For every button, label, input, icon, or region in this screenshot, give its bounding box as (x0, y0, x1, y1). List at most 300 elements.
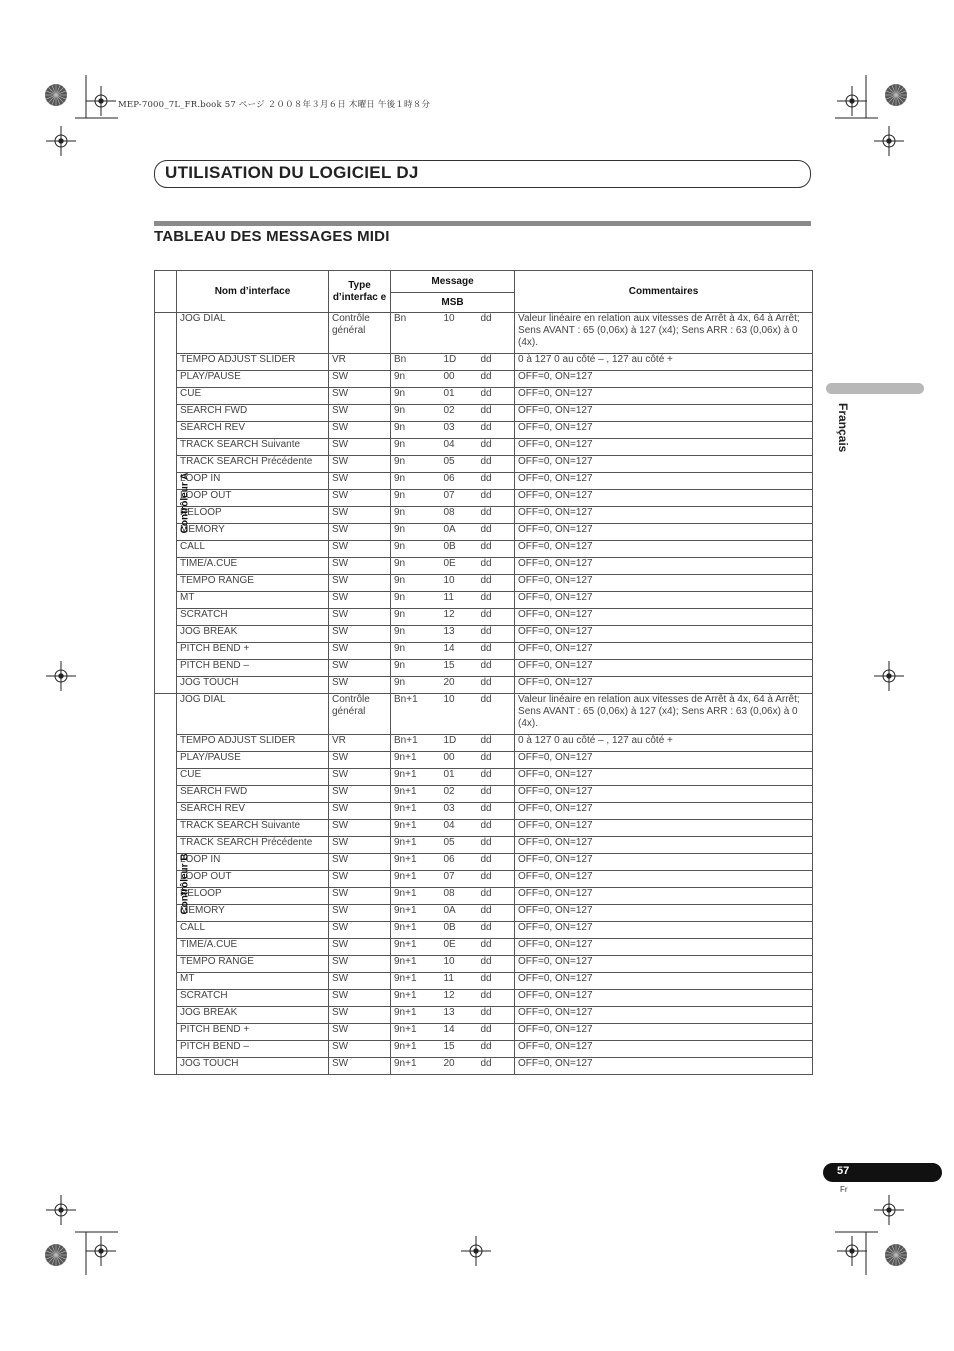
table-row (155, 609, 813, 626)
table-row (155, 490, 813, 507)
table-row (155, 507, 813, 524)
cell-name: CUE (177, 388, 329, 405)
cell-type: SW (329, 956, 391, 973)
cell-c3: dd (478, 388, 515, 405)
cell-c1: 9n+1 (391, 956, 441, 973)
table-row (155, 956, 813, 973)
cell-c2: 10 (441, 313, 478, 354)
table-row (155, 575, 813, 592)
cell-c2: 11 (441, 973, 478, 990)
cell-name: MEMORY (177, 524, 329, 541)
table-row (155, 473, 813, 490)
cell-comment: OFF=0, ON=127 (515, 1024, 813, 1041)
cell-c1: 9n+1 (391, 837, 441, 854)
table-row (155, 769, 813, 786)
table-row (155, 626, 813, 643)
cell-c2: 04 (441, 820, 478, 837)
cell-c3: dd (478, 405, 515, 422)
cell-comment: OFF=0, ON=127 (515, 558, 813, 575)
table-row (155, 854, 813, 871)
cell-type: SW (329, 752, 391, 769)
cell-c3: dd (478, 769, 515, 786)
cell-c2: 02 (441, 405, 478, 422)
language-tab (826, 383, 924, 394)
cell-type: SW (329, 456, 391, 473)
cell-c1: 9n (391, 371, 441, 388)
table-row (155, 752, 813, 769)
cell-c3: dd (478, 735, 515, 752)
cell-c3: dd (478, 905, 515, 922)
cell-type: SW (329, 558, 391, 575)
cell-comment: OFF=0, ON=127 (515, 575, 813, 592)
cell-name: JOG DIAL (177, 313, 329, 354)
cell-name: TRACK SEARCH Suivante (177, 439, 329, 456)
cell-comment: OFF=0, ON=127 (515, 507, 813, 524)
table-row (155, 1024, 813, 1041)
print-info-line: MEP-7000_7L_FR.book 57 ページ ２００８年３月６日 木曜日 午後１時８分 (118, 100, 431, 110)
language-label-container (822, 403, 862, 463)
cell-c1: 9n (391, 677, 441, 694)
radial-mark-icon (885, 84, 907, 106)
table-row (155, 1058, 813, 1075)
cell-c1: 9n (391, 541, 441, 558)
cell-c3: dd (478, 888, 515, 905)
header-name: Nom d’interface (177, 271, 329, 313)
table-row (155, 888, 813, 905)
table-row (155, 456, 813, 473)
cell-c3: dd (478, 422, 515, 439)
cell-type: SW (329, 507, 391, 524)
cell-type: Contrôle général (329, 694, 391, 735)
cell-comment: OFF=0, ON=127 (515, 592, 813, 609)
header-msb: MSB (391, 293, 515, 313)
cell-type: SW (329, 473, 391, 490)
cell-c2: 14 (441, 643, 478, 660)
cell-comment: OFF=0, ON=127 (515, 626, 813, 643)
cell-c3: dd (478, 786, 515, 803)
page-language-code: Fr (840, 1185, 848, 1194)
cell-name: SCRATCH (177, 609, 329, 626)
cell-c2: 08 (441, 507, 478, 524)
cell-type: SW (329, 922, 391, 939)
cell-comment: OFF=0, ON=127 (515, 524, 813, 541)
cell-c1: 9n (391, 575, 441, 592)
cell-c3: dd (478, 660, 515, 677)
cell-c3: dd (478, 956, 515, 973)
table-row (155, 422, 813, 439)
cell-type: SW (329, 490, 391, 507)
table-row (155, 973, 813, 990)
cell-name: JOG BREAK (177, 626, 329, 643)
header-type: Type d’interfac e (329, 271, 391, 313)
cell-comment: OFF=0, ON=127 (515, 871, 813, 888)
cell-type: SW (329, 1041, 391, 1058)
cell-c2: 01 (441, 388, 478, 405)
cell-name: MT (177, 592, 329, 609)
cell-type: SW (329, 371, 391, 388)
cell-c2: 20 (441, 1058, 478, 1075)
cell-type: VR (329, 354, 391, 371)
cell-c2: 20 (441, 677, 478, 694)
header-message: Message (391, 271, 515, 293)
cell-c2: 00 (441, 371, 478, 388)
cell-comment: 0 à 127 0 au côté – , 127 au côté + (515, 735, 813, 752)
cell-c3: dd (478, 837, 515, 854)
cell-name: RELOOP (177, 888, 329, 905)
cell-comment: OFF=0, ON=127 (515, 1058, 813, 1075)
cell-comment: OFF=0, ON=127 (515, 786, 813, 803)
cell-name: MT (177, 973, 329, 990)
cell-c2: 03 (441, 803, 478, 820)
cell-comment: OFF=0, ON=127 (515, 769, 813, 786)
cell-c3: dd (478, 507, 515, 524)
cell-c2: 10 (441, 694, 478, 735)
cell-type: SW (329, 888, 391, 905)
cell-comment: OFF=0, ON=127 (515, 422, 813, 439)
cell-type: SW (329, 677, 391, 694)
cell-c1: 9n (391, 592, 441, 609)
radial-mark-icon (45, 84, 67, 106)
cell-name: PLAY/PAUSE (177, 371, 329, 388)
midi-message-table (154, 270, 813, 1075)
cell-c1: 9n (391, 405, 441, 422)
cell-c1: 9n (391, 473, 441, 490)
cell-c2: 01 (441, 769, 478, 786)
cell-c1: 9n+1 (391, 1058, 441, 1075)
cell-comment: Valeur linéaire en relation aux vitesses de Arrêt à 4x, 64 à Arrêt; Sens AVANT : 65 (0,06x) à 127 (x4); Sens ARR : 63 (0,06x) à 0 (4x). (515, 694, 813, 735)
cell-comment: OFF=0, ON=127 (515, 1041, 813, 1058)
cell-comment: OFF=0, ON=127 (515, 388, 813, 405)
cell-c1: 9n (391, 422, 441, 439)
table-row (155, 313, 813, 354)
cell-c3: dd (478, 643, 515, 660)
cell-c3: dd (478, 541, 515, 558)
cell-c2: 02 (441, 786, 478, 803)
cell-c1: 9n+1 (391, 854, 441, 871)
header-comments: Commentaires (515, 271, 813, 313)
cell-type: SW (329, 1058, 391, 1075)
table-row (155, 803, 813, 820)
cell-c3: dd (478, 973, 515, 990)
cell-comment: OFF=0, ON=127 (515, 677, 813, 694)
cell-c2: 03 (441, 422, 478, 439)
cell-type: SW (329, 388, 391, 405)
cell-name: LOOP OUT (177, 490, 329, 507)
cell-c1: 9n+1 (391, 973, 441, 990)
cell-c1: 9n (391, 643, 441, 660)
cell-c2: 07 (441, 490, 478, 507)
group-label: Contrôleur A (179, 472, 191, 534)
cell-c3: dd (478, 456, 515, 473)
cell-c2: 10 (441, 956, 478, 973)
cell-name: TIME/A.CUE (177, 558, 329, 575)
cell-name: TEMPO ADJUST SLIDER (177, 735, 329, 752)
cell-c1: 9n+1 (391, 786, 441, 803)
cell-c1: 9n+1 (391, 1041, 441, 1058)
cell-c3: dd (478, 694, 515, 735)
cell-comment: Valeur linéaire en relation aux vitesses de Arrêt à 4x, 64 à Arrêt; Sens AVANT : 65 (0,06x) à 127 (x4); Sens ARR : 63 (0,06x) à 0 (4x). (515, 313, 813, 354)
cell-type: SW (329, 837, 391, 854)
cell-comment: OFF=0, ON=127 (515, 405, 813, 422)
cell-type: SW (329, 854, 391, 871)
cell-c2: 0E (441, 939, 478, 956)
cell-c2: 0A (441, 524, 478, 541)
cell-c1: 9n (391, 660, 441, 677)
cell-name: MEMORY (177, 905, 329, 922)
table-row (155, 820, 813, 837)
cell-name: TRACK SEARCH Suivante (177, 820, 329, 837)
cell-c3: dd (478, 939, 515, 956)
table-row (155, 677, 813, 694)
table-row (155, 735, 813, 752)
cell-c3: dd (478, 1058, 515, 1075)
cell-c3: dd (478, 439, 515, 456)
table-row (155, 643, 813, 660)
cell-name: LOOP IN (177, 473, 329, 490)
cell-name: JOG TOUCH (177, 1058, 329, 1075)
cell-c1: 9n+1 (391, 871, 441, 888)
cell-c2: 05 (441, 456, 478, 473)
cell-comment: OFF=0, ON=127 (515, 643, 813, 660)
cell-type: SW (329, 1007, 391, 1024)
cell-name: PITCH BEND – (177, 1041, 329, 1058)
cell-c3: dd (478, 871, 515, 888)
cell-c3: dd (478, 922, 515, 939)
cell-c3: dd (478, 752, 515, 769)
cell-c2: 10 (441, 575, 478, 592)
cell-type: SW (329, 871, 391, 888)
cell-c1: Bn+1 (391, 735, 441, 752)
cell-type: SW (329, 786, 391, 803)
cell-c3: dd (478, 558, 515, 575)
cell-c3: dd (478, 592, 515, 609)
cell-comment: OFF=0, ON=127 (515, 888, 813, 905)
cell-comment: OFF=0, ON=127 (515, 371, 813, 388)
cell-comment: OFF=0, ON=127 (515, 820, 813, 837)
cell-c1: 9n (391, 609, 441, 626)
section-divider (154, 221, 811, 226)
cell-comment: OFF=0, ON=127 (515, 456, 813, 473)
cell-type: SW (329, 905, 391, 922)
cell-type: SW (329, 820, 391, 837)
cell-c2: 14 (441, 1024, 478, 1041)
table-row (155, 371, 813, 388)
cell-comment: OFF=0, ON=127 (515, 837, 813, 854)
cell-c1: 9n+1 (391, 990, 441, 1007)
cell-type: SW (329, 609, 391, 626)
cell-c1: 9n (391, 388, 441, 405)
cell-c1: 9n+1 (391, 769, 441, 786)
cell-c1: 9n (391, 439, 441, 456)
cell-comment: OFF=0, ON=127 (515, 990, 813, 1007)
cell-c1: 9n+1 (391, 888, 441, 905)
cell-type: Contrôle général (329, 313, 391, 354)
cell-name: PLAY/PAUSE (177, 752, 329, 769)
cell-comment: OFF=0, ON=127 (515, 939, 813, 956)
cell-c2: 00 (441, 752, 478, 769)
cell-comment: OFF=0, ON=127 (515, 803, 813, 820)
radial-mark-icon (885, 1244, 907, 1266)
cell-name: SEARCH REV (177, 803, 329, 820)
cell-c3: dd (478, 854, 515, 871)
cell-type: SW (329, 439, 391, 456)
cell-c3: dd (478, 1007, 515, 1024)
group-header-blank (155, 271, 177, 313)
cell-name: TRACK SEARCH Précédente (177, 456, 329, 473)
table-row (155, 405, 813, 422)
cell-name: CALL (177, 922, 329, 939)
cell-type: SW (329, 626, 391, 643)
cell-comment: OFF=0, ON=127 (515, 973, 813, 990)
cell-c3: dd (478, 354, 515, 371)
cell-name: LOOP OUT (177, 871, 329, 888)
cell-c3: dd (478, 524, 515, 541)
cell-comment: OFF=0, ON=127 (515, 922, 813, 939)
cell-c3: dd (478, 575, 515, 592)
cell-c3: dd (478, 490, 515, 507)
cell-c3: dd (478, 990, 515, 1007)
table-row (155, 922, 813, 939)
cell-c2: 0E (441, 558, 478, 575)
table-row (155, 558, 813, 575)
cell-name: TEMPO ADJUST SLIDER (177, 354, 329, 371)
cell-c2: 1D (441, 735, 478, 752)
radial-mark-icon (45, 1244, 67, 1266)
cell-c1: Bn (391, 313, 441, 354)
cell-c2: 1D (441, 354, 478, 371)
cell-type: SW (329, 939, 391, 956)
table-row (155, 786, 813, 803)
cell-c1: 9n (391, 490, 441, 507)
cell-comment: OFF=0, ON=127 (515, 473, 813, 490)
cell-c2: 11 (441, 592, 478, 609)
cell-c3: dd (478, 1024, 515, 1041)
cell-c3: dd (478, 820, 515, 837)
cell-type: SW (329, 405, 391, 422)
page-number: 57 (837, 1165, 850, 1177)
table-row (155, 388, 813, 405)
cell-type: SW (329, 524, 391, 541)
cell-c3: dd (478, 473, 515, 490)
cell-c2: 07 (441, 871, 478, 888)
cell-c1: Bn (391, 354, 441, 371)
table-row (155, 837, 813, 854)
cell-comment: OFF=0, ON=127 (515, 752, 813, 769)
table-row (155, 694, 813, 735)
cell-c3: dd (478, 803, 515, 820)
cell-comment: OFF=0, ON=127 (515, 854, 813, 871)
cell-name: CALL (177, 541, 329, 558)
cell-type: SW (329, 1024, 391, 1041)
table-row (155, 592, 813, 609)
cell-name: PITCH BEND + (177, 643, 329, 660)
cell-type: SW (329, 973, 391, 990)
cell-comment: OFF=0, ON=127 (515, 905, 813, 922)
cell-type: SW (329, 422, 391, 439)
cell-comment: 0 à 127 0 au côté – , 127 au côté + (515, 354, 813, 371)
cell-c1: 9n+1 (391, 1007, 441, 1024)
cell-type: SW (329, 990, 391, 1007)
table-row (155, 524, 813, 541)
cell-c1: 9n+1 (391, 905, 441, 922)
cell-name: SCRATCH (177, 990, 329, 1007)
cell-name: TIME/A.CUE (177, 939, 329, 956)
cell-comment: OFF=0, ON=127 (515, 490, 813, 507)
cell-c1: 9n+1 (391, 752, 441, 769)
cell-c2: 04 (441, 439, 478, 456)
cell-c2: 13 (441, 626, 478, 643)
cell-c1: 9n (391, 507, 441, 524)
chapter-title: UTILISATION DU LOGICIEL DJ (165, 163, 419, 182)
cell-comment: OFF=0, ON=127 (515, 439, 813, 456)
cell-c2: 05 (441, 837, 478, 854)
cell-type: SW (329, 769, 391, 786)
cell-name: SEARCH FWD (177, 786, 329, 803)
cell-c3: dd (478, 677, 515, 694)
cell-name: TRACK SEARCH Précédente (177, 837, 329, 854)
cell-type: SW (329, 660, 391, 677)
cell-comment: OFF=0, ON=127 (515, 541, 813, 558)
cell-c1: 9n+1 (391, 922, 441, 939)
table-row (155, 541, 813, 558)
cell-c3: dd (478, 626, 515, 643)
cell-name: SEARCH FWD (177, 405, 329, 422)
cell-c1: Bn+1 (391, 694, 441, 735)
cell-c2: 0B (441, 922, 478, 939)
cell-c2: 12 (441, 990, 478, 1007)
cell-name: PITCH BEND – (177, 660, 329, 677)
cell-c3: dd (478, 609, 515, 626)
cell-type: SW (329, 575, 391, 592)
table-row (155, 354, 813, 371)
cell-name: PITCH BEND + (177, 1024, 329, 1041)
table-row (155, 990, 813, 1007)
cell-comment: OFF=0, ON=127 (515, 660, 813, 677)
cell-c2: 0A (441, 905, 478, 922)
cell-name: RELOOP (177, 507, 329, 524)
cell-type: SW (329, 803, 391, 820)
cell-c1: 9n (391, 626, 441, 643)
cell-c3: dd (478, 371, 515, 388)
cell-type: SW (329, 541, 391, 558)
cell-c2: 06 (441, 473, 478, 490)
cell-name: JOG BREAK (177, 1007, 329, 1024)
cell-comment: OFF=0, ON=127 (515, 609, 813, 626)
table-row (155, 1007, 813, 1024)
cell-name: JOG TOUCH (177, 677, 329, 694)
table-row (155, 871, 813, 888)
cell-name: TEMPO RANGE (177, 575, 329, 592)
cell-c1: 9n (391, 456, 441, 473)
cell-c2: 15 (441, 1041, 478, 1058)
cell-c2: 13 (441, 1007, 478, 1024)
cell-c1: 9n (391, 524, 441, 541)
table-row (155, 439, 813, 456)
cell-name: CUE (177, 769, 329, 786)
cell-c1: 9n+1 (391, 820, 441, 837)
table-row (155, 905, 813, 922)
group-label: Contrôleur B (179, 853, 191, 915)
cell-c1: 9n+1 (391, 1024, 441, 1041)
cell-c3: dd (478, 313, 515, 354)
section-title: TABLEAU DES MESSAGES MIDI (154, 228, 390, 245)
language-label: Français (836, 403, 850, 453)
cell-name: LOOP IN (177, 854, 329, 871)
cell-comment: OFF=0, ON=127 (515, 956, 813, 973)
cell-c1: 9n+1 (391, 803, 441, 820)
cell-name: TEMPO RANGE (177, 956, 329, 973)
cell-c2: 08 (441, 888, 478, 905)
